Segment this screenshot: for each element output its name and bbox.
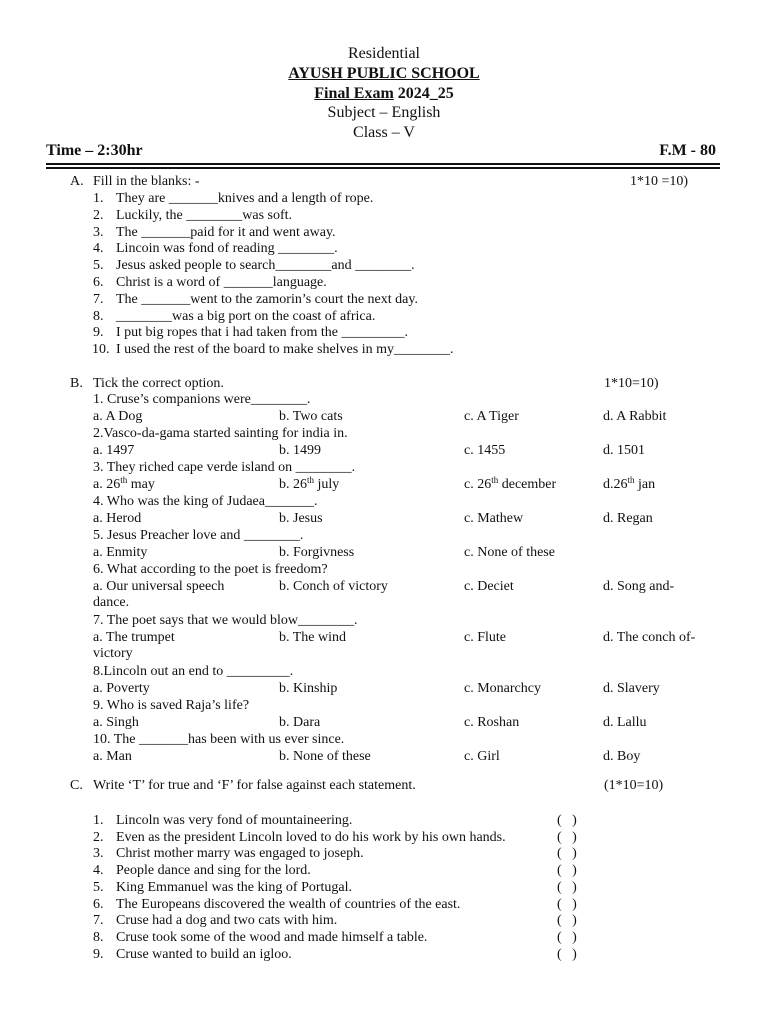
option-d-text: d. The conch of-	[603, 630, 696, 645]
option-b-suffix: july	[314, 477, 340, 492]
list-item-number: 2.	[93, 208, 104, 223]
exam-title-underlined: Final Exam	[314, 85, 394, 102]
option-c	[464, 749, 500, 765]
option-d	[603, 681, 660, 697]
option-c-text: c. Mathew	[464, 511, 524, 526]
answer-bracket: ( )	[557, 880, 577, 895]
option-b-text: b. The wind	[279, 630, 347, 645]
statement-text: Lincoln was very fond of mountaineering.	[116, 813, 353, 828]
question-text: 10. The _______has been with us ever since.	[93, 732, 345, 747]
list-item-number: 6.	[93, 275, 104, 290]
statement-text: Even as the president Lincoln loved to do his work by his own hands.	[116, 830, 506, 845]
option-c-suffix: december	[498, 477, 557, 492]
header-rule-top	[46, 163, 720, 165]
list-item-number: 4.	[93, 241, 104, 256]
question-text: 2.Vasco-da-gama started sainting for india in.	[93, 426, 348, 441]
option-c	[464, 477, 556, 493]
option-a	[93, 409, 142, 425]
header-residential: Residential	[348, 45, 420, 62]
school-name: AYUSH PUBLIC SCHOOL	[288, 65, 480, 82]
section-b-title: Tick the correct option.	[93, 376, 224, 391]
statement-number: 7.	[93, 913, 104, 928]
option-c-text: c. Monarchcy	[464, 681, 541, 696]
list-item: The _______paid for it and went away.	[116, 225, 336, 240]
list-item: Lincoin was fond of reading ________.	[116, 241, 338, 256]
statement-number: 1.	[93, 813, 104, 828]
list-item-number: 7.	[93, 292, 104, 307]
statement-text: The Europeans discovered the wealth of countries of the east.	[116, 897, 461, 912]
section-c-marks: (1*10=10)	[604, 778, 664, 793]
section-c-label: C.	[70, 778, 83, 793]
section-b-marks: 1*10=10)	[604, 376, 659, 391]
option-b-text: b. None of these	[279, 749, 371, 764]
option-b	[279, 545, 354, 561]
statement-number: 6.	[93, 897, 104, 912]
option-b	[279, 749, 371, 765]
option-c	[464, 409, 519, 425]
option-b	[279, 511, 323, 527]
option-d	[603, 511, 653, 527]
option-b-text: b. 1499	[279, 443, 321, 458]
option-a-text: a. 1497	[93, 443, 135, 458]
option-d	[603, 579, 674, 595]
subject-line: Subject – English	[327, 104, 441, 121]
option-c-text: c. None of these	[464, 545, 555, 560]
answer-bracket: ( )	[557, 813, 577, 828]
answer-bracket: ( )	[557, 897, 577, 912]
section-c-title: Write ‘T’ for true and ‘F’ for false against each statement.	[93, 778, 416, 793]
option-c-text: c. 26	[464, 477, 492, 492]
option-d	[603, 749, 640, 765]
statement-number: 3.	[93, 846, 104, 861]
exam-title	[0, 84, 768, 103]
option-a-text: a. Poverty	[93, 681, 150, 696]
option-a	[93, 511, 141, 527]
section-a-title: Fill in the blanks: -	[93, 174, 200, 189]
option-b-text: b. 26	[279, 477, 307, 492]
option-c	[464, 511, 523, 527]
option-d-text: d. Song and-	[603, 579, 675, 594]
statement-number: 8.	[93, 930, 104, 945]
option-c-text: c. Flute	[464, 630, 506, 645]
option-b-text: b. Two cats	[279, 409, 343, 424]
option-a-text: a. The trumpet	[93, 630, 175, 645]
answer-bracket: ( )	[557, 846, 577, 861]
option-b-text: b. Jesus	[279, 511, 323, 526]
list-item-number: 1.	[93, 191, 104, 206]
option-a-text: a. Our universal speech	[93, 579, 225, 594]
option-wrap-text: victory	[93, 646, 133, 661]
list-item: I used the rest of the board to make shelves in my________.	[116, 342, 454, 357]
option-a-text: a. 26	[93, 477, 121, 492]
list-item: ________was a big port on the coast of africa.	[116, 309, 376, 324]
question-text: 6. What according to the poet is freedom?	[93, 562, 328, 577]
option-d-text: d. Regan	[603, 511, 653, 526]
option-d	[603, 630, 695, 646]
statement-text: Cruse took some of the wood and made himself a table.	[116, 930, 428, 945]
answer-bracket: ( )	[557, 863, 577, 878]
option-d-text: d. 1501	[603, 443, 645, 458]
option-a-text: a. Herod	[93, 511, 142, 526]
option-c-text: c. Girl	[464, 749, 500, 764]
option-b	[279, 681, 337, 697]
option-a-text: a. Singh	[93, 715, 139, 730]
answer-bracket: ( )	[557, 913, 577, 928]
option-b	[279, 477, 339, 493]
question-text: 3. They riched cape verde island on ________.	[93, 460, 356, 475]
option-d-text: d. Slavery	[603, 681, 660, 696]
section-a-label: A.	[70, 174, 84, 189]
option-wrap-text: dance.	[93, 595, 130, 610]
question-text: 5. Jesus Preacher love and ________.	[93, 528, 304, 543]
option-a	[93, 681, 150, 697]
option-b-text: b. Dara	[279, 715, 321, 730]
option-d	[603, 443, 645, 459]
option-a-text: a. Enmity	[93, 545, 148, 560]
header-rule-bottom	[46, 167, 720, 169]
option-b	[279, 630, 346, 646]
option-b	[279, 409, 343, 425]
option-c	[464, 715, 519, 731]
answer-bracket: ( )	[557, 947, 577, 962]
list-item: The _______went to the zamorin’s court the next day.	[116, 292, 418, 307]
statement-number: 4.	[93, 863, 104, 878]
question-text: 9. Who is saved Raja’s life?	[93, 698, 250, 713]
option-a-text: a. A Dog	[93, 409, 143, 424]
option-a-suffix: may	[127, 477, 155, 492]
statement-number: 9.	[93, 947, 104, 962]
option-b	[279, 579, 388, 595]
option-c-sup: th	[491, 475, 499, 485]
option-a	[93, 579, 224, 595]
statement-text: Christ mother marry was engaged to joseph.	[116, 846, 364, 861]
answer-bracket: ( )	[557, 830, 577, 845]
option-a	[93, 443, 134, 459]
list-item-number: 8.	[93, 309, 104, 324]
option-b-text: b. Forgivness	[279, 545, 355, 560]
option-c	[464, 681, 541, 697]
option-c	[464, 443, 505, 459]
statement-number: 2.	[93, 830, 104, 845]
option-c	[464, 545, 555, 561]
option-b-sup: th	[307, 475, 315, 485]
option-a	[93, 545, 147, 561]
option-a	[93, 477, 155, 493]
statement-number: 5.	[93, 880, 104, 895]
option-c	[464, 630, 506, 646]
statement-text: Cruse wanted to build an igloo.	[116, 947, 292, 962]
list-item-number: 5.	[93, 258, 104, 273]
list-item-number: 3.	[93, 225, 104, 240]
list-item: Christ is a word of _______language.	[116, 275, 327, 290]
option-d-text: d.26	[603, 477, 628, 492]
time-label: Time – 2:30hr	[46, 142, 143, 159]
statement-text: King Emmanuel was the king of Portugal.	[116, 880, 353, 895]
option-c-text: c. 1455	[464, 443, 506, 458]
option-d	[603, 477, 655, 493]
option-d-text: d. Boy	[603, 749, 641, 764]
option-d-sup: th	[627, 475, 635, 485]
question-text: 7. The poet says that we would blow________.	[93, 613, 358, 628]
answer-bracket: ( )	[557, 930, 577, 945]
option-d-text: d. A Rabbit	[603, 409, 667, 424]
option-c	[464, 579, 514, 595]
option-a-text: a. Man	[93, 749, 132, 764]
option-b-text: b. Conch of victory	[279, 579, 388, 594]
question-text: 4. Who was the king of Judaea_______.	[93, 494, 318, 509]
class-line: Class – V	[353, 124, 415, 141]
statement-text: People dance and sing for the lord.	[116, 863, 311, 878]
option-c-text: c. Roshan	[464, 715, 520, 730]
option-d-suffix: jan	[634, 477, 656, 492]
option-b-text: b. Kinship	[279, 681, 338, 696]
full-marks-label: F.M - 80	[659, 142, 716, 159]
option-b	[279, 715, 320, 731]
question-text: 8.Lincoln out an end to _________.	[93, 664, 294, 679]
option-a-sup: th	[120, 475, 128, 485]
exam-title-year: 2024_25	[393, 85, 454, 102]
statement-text: Cruse had a dog and two cats with him.	[116, 913, 338, 928]
question-text: 1. Cruse’s companions were________.	[93, 392, 311, 407]
option-a	[93, 715, 139, 731]
option-c-text: c. Deciet	[464, 579, 514, 594]
list-item: They are _______knives and a length of rope.	[116, 191, 374, 206]
list-item: Luckily, the ________was soft.	[116, 208, 293, 223]
option-d	[603, 409, 666, 425]
list-item-number: 9.	[93, 325, 104, 340]
section-b-label: B.	[70, 376, 83, 391]
list-item: I put big ropes that i had taken from the _________.	[116, 325, 408, 340]
option-a	[93, 630, 175, 646]
section-a-marks: 1*10 =10)	[630, 174, 689, 189]
list-item-number: 10.	[92, 342, 110, 357]
option-a	[93, 749, 132, 765]
option-d	[603, 715, 647, 731]
option-b	[279, 443, 321, 459]
option-c-text: c. A Tiger	[464, 409, 519, 424]
list-item: Jesus asked people to search________and ________.	[116, 258, 415, 273]
option-d-text: d. Lallu	[603, 715, 647, 730]
